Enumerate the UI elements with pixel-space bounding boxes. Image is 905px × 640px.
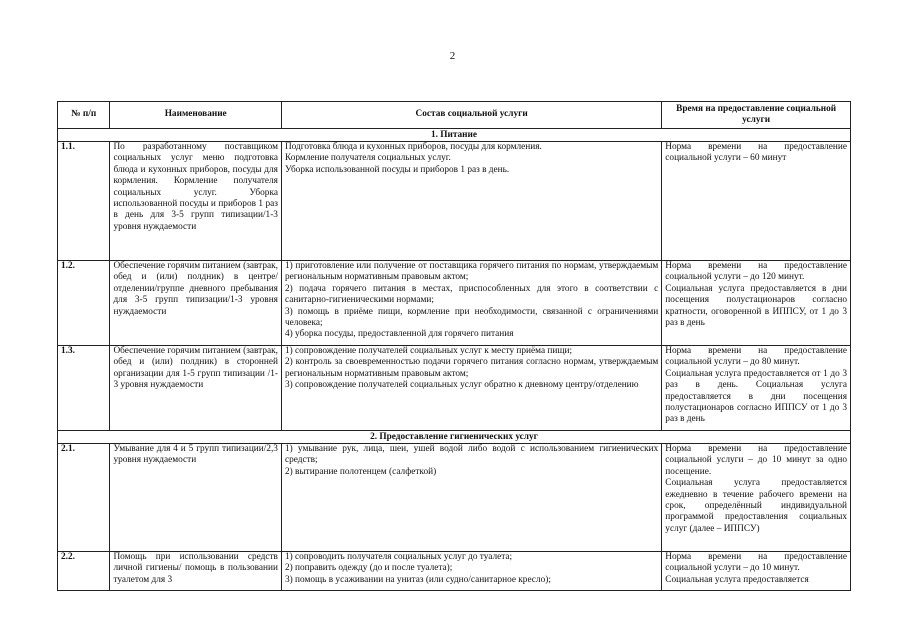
row-name: По разработанному поставщиком социальных услуг меню подготовка блюда и кухонных приборов, посуды для кормления. Кормление получателя социальных услуг. Уборка использованной посуды и приборов 1 раз в день для 3-5 групп типизации/1-3 уровня нуждаемости (110, 142, 282, 261)
header-name: Наименование (110, 102, 282, 129)
composition-line: 1) умывание рук, лица, шеи, ушей водой либо водой с использованием гигиенических средств; (284, 444, 659, 466)
time-line: Норма времени на предоставление социальной услуги – до 80 минут. (665, 346, 847, 368)
time-line: Социальная услуга предоставляется в дни посещения полустационаров согласно кратности, оговоренной в ИППСУ, от 1 до 3 раз в день (665, 283, 847, 329)
time-line: Норма времени на предоставление социальной услуги – до 120 минут. (665, 261, 847, 283)
time-line: Норма времени на предоставление социальной услуги – 60 минут (665, 142, 847, 164)
row-number: 1.3. (58, 346, 110, 431)
composition-line: 2) контроль за своевременностью подачи горячего питания согласно нормам, утверждаемым региональным нормативным правовым актом; (284, 357, 659, 379)
header-num: № п/п (58, 102, 110, 129)
table-row (58, 444, 851, 552)
composition-line: Уборка использованной посуды и приборов 1 раз в день. (284, 164, 510, 175)
row-name: Помощь при использовании средств личной гигиены/ помощь в пользовании туалетом для 3 (110, 552, 282, 591)
composition-line: Подготовка блюда и кухонных приборов, посуды для кормления. (284, 142, 542, 152)
row-number: 1.1. (58, 142, 110, 261)
composition-line: 3) помощь в усаживании на унитаз (или судно/санитарное кресло); (284, 574, 551, 585)
time-line: Норма времени на предоставление социальной услуги – до 10 минут. (665, 552, 847, 574)
composition-line: 1) сопроводить получателя социальных услуг до туалета; (284, 552, 513, 562)
table-row (58, 261, 851, 346)
time-line: Социальная услуга предоставляется ежедневно в течение рабочего времени на срок, определённый индивидуальной программой предоставления социальных услуг (далее – ИППСУ) (665, 478, 847, 534)
row-composition (281, 346, 661, 431)
composition-line: 2) подача горячего питания в местах, приспособленных для этого в соответствии с санитарно-гигиеническими нормами; (284, 283, 659, 306)
social-services-table (57, 101, 851, 591)
composition-line: 3) сопровождение получателей социальных услуг обратно к дневному центру/отделению (284, 380, 639, 391)
row-number: 2.2. (58, 552, 110, 591)
page-number: 2 (449, 50, 456, 62)
row-time (662, 346, 851, 431)
row-composition (281, 444, 661, 552)
section-row-hygiene (58, 431, 851, 444)
row-time (662, 444, 851, 552)
table-row (58, 346, 851, 431)
composition-line: 2) вытирание полотенцем (салфеткой) (284, 466, 437, 477)
table-row (58, 552, 851, 591)
composition-line: Кормление получателя социальных услуг. (284, 153, 451, 164)
composition-line: 1) приготовление или получение от поставщика горячего питания по нормам, утверждаемым региональным нормативным правовым актом; (284, 261, 659, 283)
row-number: 1.2. (58, 261, 110, 346)
section-title: 1. Питание (58, 129, 851, 142)
table-row (58, 142, 851, 261)
row-composition (281, 142, 661, 261)
composition-line: 2) поправить одежду (до и после туалета); (284, 563, 453, 574)
row-composition (281, 552, 661, 591)
row-composition (281, 261, 661, 346)
row-name: Умывание для 4 и 5 групп типизации/2,3 уровня нуждаемости (110, 444, 282, 552)
row-time (662, 142, 851, 261)
header-time: Время на предоставление социальной услуги (662, 102, 851, 129)
time-line: Социальная услуга предоставляется (665, 574, 809, 585)
composition-line: 4) уборка посуды, предоставленной для горячего питания (284, 329, 514, 340)
row-name: Обеспечение горячим питанием (завтрак, обед и (или) полдник) в центре/отделении/группе дневного пребывания для 3-5 групп типизации/1-3 уровня нуждаемости (110, 261, 282, 346)
section-row-nutrition (58, 129, 851, 142)
section-title: 2. Предоставление гигиенических услуг (58, 431, 851, 444)
composition-line: 3) помощь в приёме пищи, кормление при необходимости, связанной с ограничениями человека; (284, 306, 659, 329)
row-time (662, 552, 851, 591)
time-line: Социальная услуга предоставляется от 1 до 3 раз в день. Социальная услуга предоставляется в дни посещения полустационаров согласно ИППСУ от 1 до 3 раз в день (665, 368, 847, 425)
table-header-row (58, 102, 851, 129)
time-line: Норма времени на предоставление социальной услуги – до 10 минут за одно посещение. (665, 444, 847, 477)
row-time (662, 261, 851, 346)
composition-line: 1) сопровождение получателей социальных услуг к месту приёма пищи; (284, 346, 573, 356)
row-number: 2.1. (58, 444, 110, 552)
row-name: Обеспечение горячим питанием (завтрак, обед и (или) полдник) в сторонней организации для 1-5 групп типизации /1-3 уровня нуждаемости (110, 346, 282, 431)
header-composition: Состав социальной услуги (281, 102, 661, 129)
